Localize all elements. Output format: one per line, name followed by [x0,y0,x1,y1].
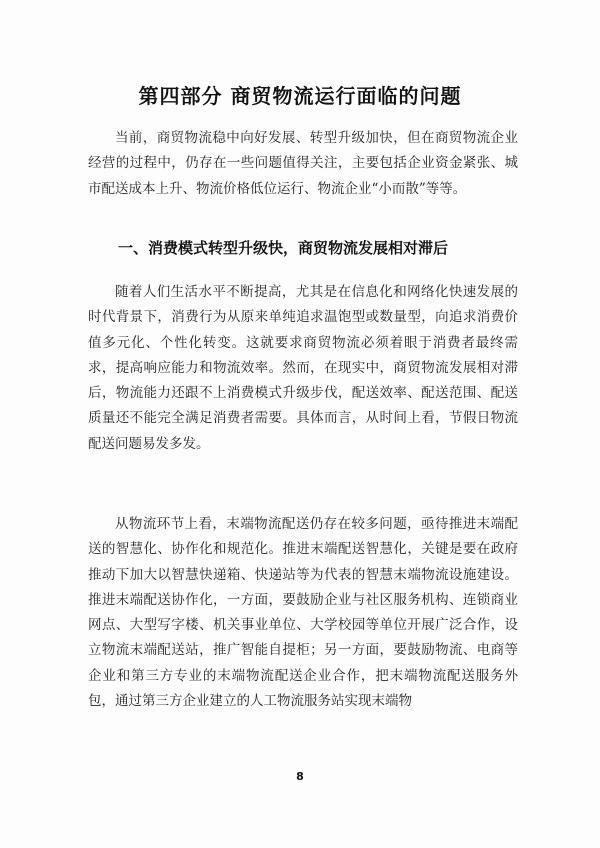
body-paragraph-logistics: 从物流环节上看，末端物流配送仍存在较多问题，亟待推进末端配送的智慧化、协作化和规范化。推进末端配送智慧化，关键是要在政府推动下加大以智慧快递箱、快递站等为代表的智慧末端物流设施建设。推进末端配送协作化，一方面，要鼓励企业与社区服务机构、连锁商业网点、大型写字楼、机关事业单位、大学校园等单位开展广泛合作，设立物流末端配送站，推广智能自提柜；另一方面，要鼓励物流、电商等企业和第三方专业的末端物流配送企业合作，把末端物流配送服务外包，通过第三方企业建立的人工物流服务站实现末端物 [88,516,518,710]
body-paragraph-consumption: 随着人们生活水平不断提高，尤其是在信息化和网络化快速发展的时代背景下，消费行为从原来单纯追求温饱型或数量型，向追求消费价值多元化、个性化转变。这就要求商贸物流必须着眼于消费者最终需求，提高响应能力和物流效率。然而，在现实中，商贸物流发展相对滞后，物流能力还跟不上消费模式升级步伐，配送效率、配送范围、配送质量还不能完全满足消费者需要。具体而言，从时间上看，节假日物流配送问题易发多发。 [88,284,518,452]
section-heading: 一、消费模式转型升级快，商贸物流发展相对滞后 [118,239,449,257]
page-title: 第四部分 商贸物流运行面临的问题 [138,84,462,108]
intro-paragraph: 当前，商贸物流稳中向好发展、转型升级加快，但在商贸物流企业经营的过程中，仍存在一些问题值得关注，主要包括企业资金紧张、城市配送成本上升、物流价格低位运行、物流企业“小而散”等等。 [88,130,518,197]
page-number: 8 [296,770,304,783]
